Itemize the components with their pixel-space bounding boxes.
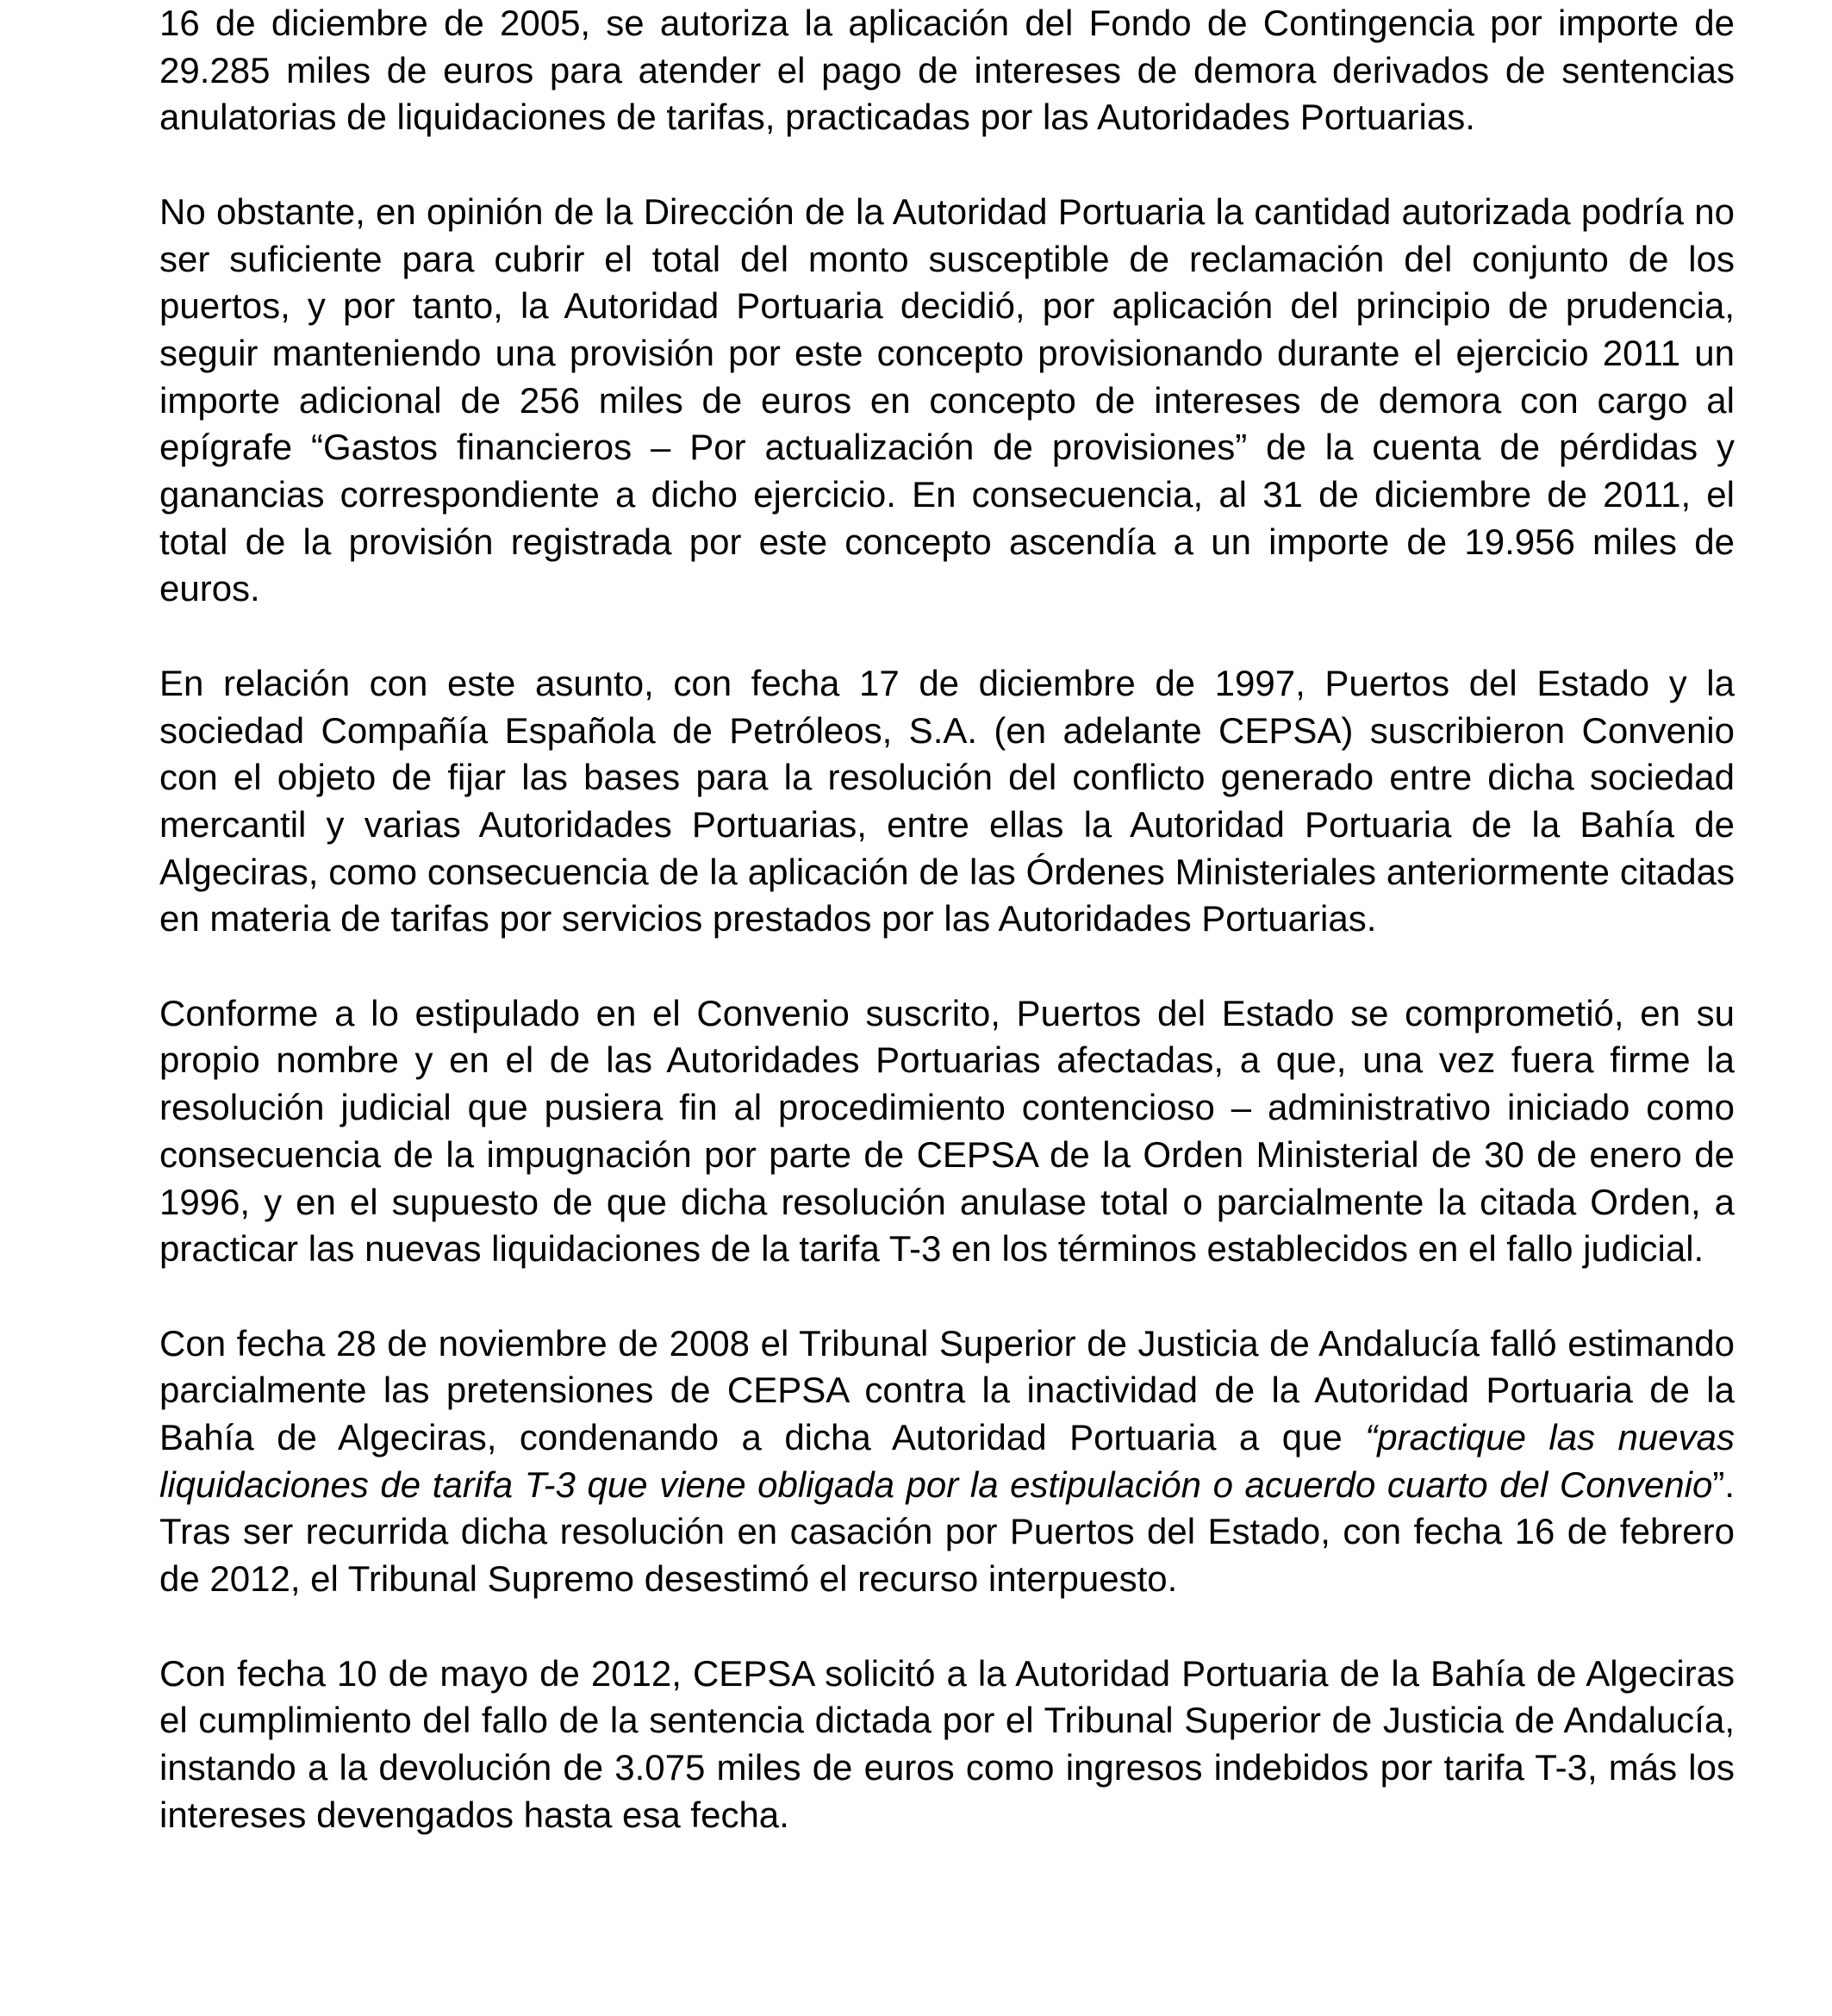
sentencia-text-before: Con fecha 28 de noviembre de 2008 el Tribunal Superior de Justicia de Andalucía falló estimando parcialmente las pretensiones de CEPSA contra la inactividad de la Autoridad Portuaria de la Bahía de Algeciras, condenando a dicha Autoridad Portuaria a que	[159, 1322, 1735, 1458]
sentencia-text-after: ”. Tras ser recurrida dicha resolución en casación por Puertos del Estado, con fecha 16 de febrero de 2012, el Tribunal Supremo desestimó el recurso interpuesto.	[159, 1464, 1735, 1600]
paragraph-fondo-contingencia: 16 de diciembre de 2005, se autoriza la aplicación del Fondo de Contingencia por importe de 29.285 miles de euros para atender el pago de intereses de demora derivados de sentencias anulatorias de liquidaciones de tarifas, practicadas por las Autoridades Portuarias.	[159, 3, 1735, 138]
paragraph-provision: No obstante, en opinión de la Dirección de la Autoridad Portuaria la cantidad autorizada podría no ser suficiente para cubrir el total del monto susceptible de reclamación del conjunto de los puertos, y por tanto, la Autoridad Portuaria decidió, por aplicación del principio de prudencia, seguir manteniendo una provisión por este concepto provisionando durante el ejercicio 2011 un importe adicional de 256 miles de euros en concepto de intereses de demora con cargo al epígrafe “Gastos financieros – Por actualización de provisiones” de la cuenta de pérdidas y ganancias correspondiente a dicho ejercicio. En consecuencia, al 31 de diciembre de 2011, el total de la provisión registrada por este concepto ascendía a un importe de 19.956 miles de euros.	[159, 190, 1735, 609]
document-page	[159, 0, 1735, 1838]
paragraph-compromiso-puertos: Conforme a lo estipulado en el Convenio suscrito, Puertos del Estado se comprometió, en su propio nombre y en el de las Autoridades Portuarias afectadas, a que, una vez fuera firme la resolución judicial que pusiera fin al procedimiento contencioso – administrativo iniciado como consecuencia de la impugnación por parte de CEPSA de la Orden Ministerial de 30 de enero de 1996, y en el supuesto de que dicha resolución anulase total o parcialmente la citada Orden, a practicar las nuevas liquidaciones de la tarifa T-3 en los términos establecidos en el fallo judicial.	[159, 992, 1735, 1270]
paragraph-solicitud-cepsa: Con fecha 10 de mayo de 2012, CEPSA solicitó a la Autoridad Portuaria de la Bahía de Algeciras el cumplimiento del fallo de la sentencia dictada por el Tribunal Superior de Justicia de Andalucía, instando a la devolución de 3.075 miles de euros como ingresos indebidos por tarifa T-3, más los intereses devengados hasta esa fecha.	[159, 1652, 1735, 1835]
paragraph-convenio-cepsa: En relación con este asunto, con fecha 17 de diciembre de 1997, Puertos del Estado y la sociedad Compañía Española de Petróleos, S.A. (en adelante CEPSA) suscribieron Convenio con el objeto de fijar las bases para la resolución del conflicto generado entre dicha sociedad mercantil y varias Autoridades Portuarias, entre ellas la Autoridad Portuaria de la Bahía de Algeciras, como consecuencia de la aplicación de las Órdenes Ministeriales anteriormente citadas en materia de tarifas por servicios prestados por las Autoridades Portuarias.	[159, 662, 1735, 939]
paragraph-sentencia-tribunal	[159, 1320, 1735, 1603]
sentencia-quote: “practique las nuevas liquidaciones de tarifa T-3 que viene obligada por la estipulación o acuerdo cuarto del Convenio	[159, 1417, 1735, 1505]
